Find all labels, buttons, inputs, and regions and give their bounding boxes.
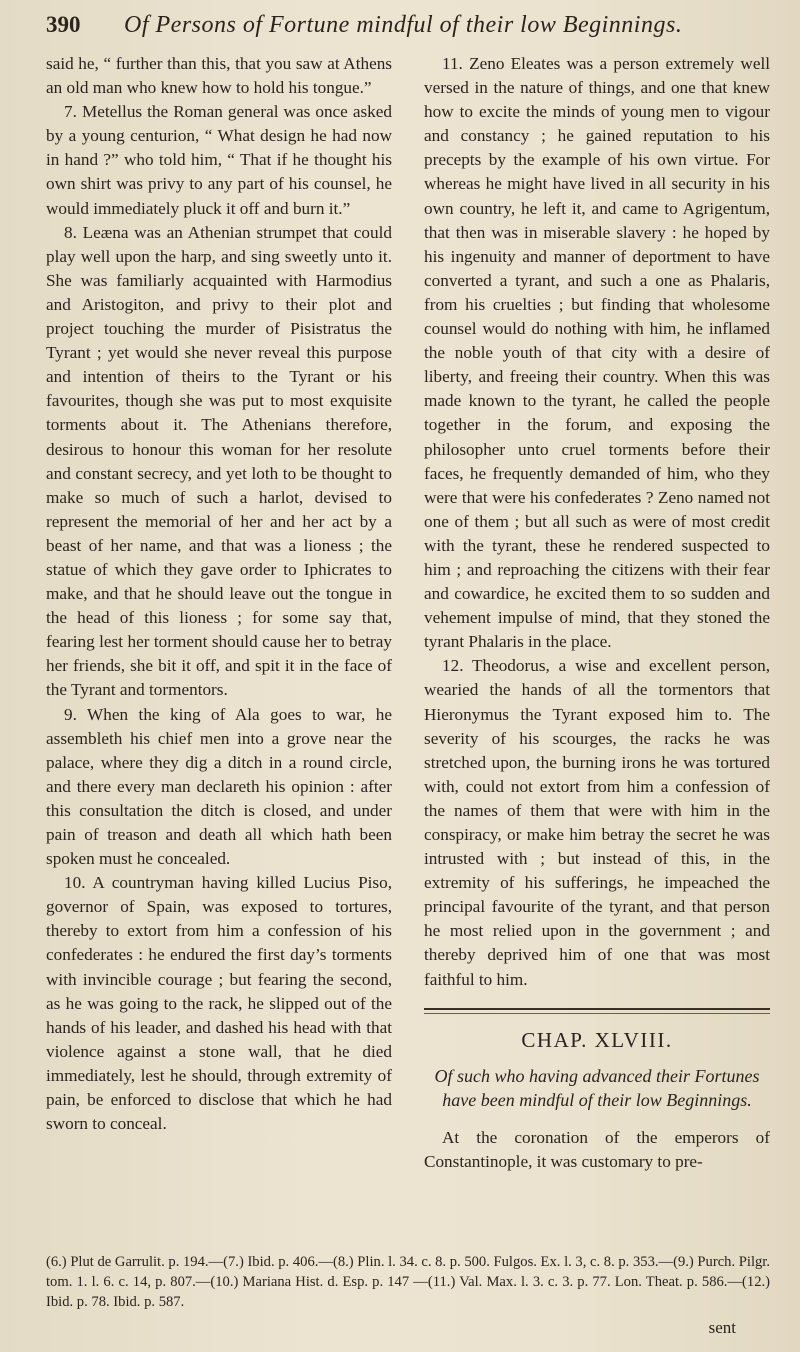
- right-column: [424, 52, 770, 1174]
- paragraph: 10. A countryman having killed Lucius Piso, governor of Spain, was exposed to tortures, thereby to extort from him a confession of his confederates : he endured the first day’s torments with invincible courage ; but fearing the second, as he was going to the rack, he slipped out of the hands of his leader, and dashed his head with that violence against a stone wall, that he died immediately, lest he should, through extremity of pain, be enforced to disclose that which he had sworn to conceal.: [46, 873, 392, 1134]
- catchword: sent: [708, 1318, 736, 1337]
- paragraph: 11. Zeno Eleates was a person extremely well versed in the nature of things, and one that knew how to excite the minds of young men to vigour and constancy ; he gained reputation to his precepts by the example of his own virtue. For whereas he might have lived in all security in his own country, he left it, and came to Agrigentum, that then was in miserable slavery : he hoped by his ingenuity and manner of deportment to have converted a tyrant, and such a one as Phalaris, from his cruelties ; but finding that wholesome counsel would do nothing with him, he inflamed the noble youth of that city with a desire of liberty, and freeing their country. When this was made known to the tyrant, he called the people together in the forum, and exposing the philosopher unto cruel torments before their faces, he frequently demanded of him, who they were that were his confederates ? Zeno named not one of them ; but all such as were of most credit with the tyrant, these he rendered suspected to him ; and reproaching the citizens with their fear and cowardice, he excited them to so sudden and vehement impulse of mind, that they stoned the tyrant Phalaris in the place.: [424, 54, 770, 652]
- paragraph: said he, “ further than this, that you saw at Athens an old man who knew how to hold his tongue.”: [46, 54, 392, 98]
- section-divider: [424, 1008, 770, 1014]
- paragraph: 9. When the king of Ala goes to war, he assembleth his chief men into a grove near the palace, where they dig a ditch in a round circle, and there every man declareth his opinion : after this consultation the ditch is closed, and under pain of treason and death all which hath been spoken must he concealed.: [46, 704, 392, 869]
- left-column: [46, 52, 392, 1174]
- chapter-opening: At the coronation of the emperors of Constantinople, it was customary to pre-: [424, 1127, 770, 1171]
- page-number: 390: [46, 12, 81, 37]
- page-header: [46, 12, 770, 52]
- chapter-title: CHAP. XLVIII.: [521, 1027, 673, 1052]
- paragraph: 7. Metellus the Roman general was once asked by a young centurion, “ What design he had now in hand ?” who told him, “ That if he thought his own shirt was privy to any part of his counsel, he would immediately pluck it off and burn it.”: [46, 102, 392, 218]
- footnotes: (6.) Plut de Garrulit. p. 194.—(7.) Ibid. p. 406.—(8.) Plin. l. 34. c. 8. p. 500. Fulgos. Ex. l. 3, c. 8. p. 353.—(9.) Purch. Pilgr. tom. 1. l. 6. c. 14, p. 807.—(10.) Mariana Hist. d. Esp. p. 147 —(11.) Val. Max. l. 3. c. 3. p. 77. Lon. Theat. p. 586.—(12.) Ibid. p. 78. Ibid. p. 587.: [46, 1254, 770, 1310]
- text-columns: [46, 52, 770, 1174]
- paragraph: 8. Leæna was an Athenian strumpet that could play well upon the harp, and sing sweetly unto it. She was familiarly acquainted with Harmodius and Aristogiton, and privy to their plot and project touching the murder of Pisistratus the Tyrant ; yet would she never reveal this purpose and intention of theirs to the Tyrant or his favourites, though she was put to most exquisite torments about it. The Athenians therefore, desirous to honour this woman for her resolute and constant secrecy, and yet loth to be thought to make so much of such a harlot, devised to represent the memorial of her and her act by a beast of her name, and that was a lioness ; the statue of which they gave order to Iphicrates to make, and that he should leave out the tongue in the head of this lioness ; for some say that, fearing lest her torment should cause her to betray her friends, she bit it off, and spit it in the face of the Tyrant and tormentors.: [46, 222, 392, 700]
- paragraph: 12. Theodorus, a wise and excellent person, wearied the hands of all the tormentors that Hieronymus the Tyrant exposed him to. The severity of his scourges, the racks he was stretched upon, the burning irons he was tortured with, could not extort from him a confession of the names of them that were with him in the conspiracy, or make him betray the secret he was intrusted with ; but instead of this, in the extremity of his sufferings, he impeached the principal favourite of the tyrant, and that person he most relied upon in the government ; and thereby deprived him of one that was most faithful to him.: [424, 656, 770, 989]
- chapter-subtitle: Of such who having advanced their Fortunes have been mindful of their low Beginnings.: [434, 1065, 760, 1110]
- running-title: Of Persons of Fortune mindful of their low Beginnings.: [124, 12, 683, 38]
